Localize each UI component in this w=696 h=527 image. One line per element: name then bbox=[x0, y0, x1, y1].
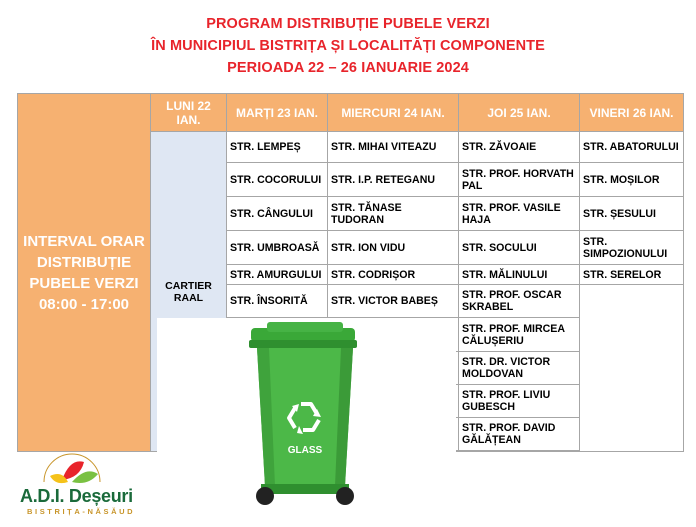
title-line-3: PERIOADA 22 – 26 IANUARIE 2024 bbox=[227, 60, 469, 76]
day-header-tuesday: MARȚI 23 IAN. bbox=[227, 94, 328, 132]
thursday-empty bbox=[459, 451, 580, 452]
bin-handle bbox=[267, 322, 343, 332]
thursday-street: STR. ZĂVOAIE bbox=[459, 132, 580, 163]
wheelie-bin-illustration bbox=[157, 318, 456, 522]
tuesday-street: STR. CÂNGULUI bbox=[227, 197, 328, 231]
title-line-1: PROGRAM DISTRIBUȚIE PUBELE VERZI bbox=[206, 16, 490, 32]
day-header-thursday: JOI 25 IAN. bbox=[459, 94, 580, 132]
wheel-right bbox=[336, 487, 354, 505]
tuesday-street: STR. ÎNSORITĂ bbox=[227, 285, 328, 318]
friday-empty-cell bbox=[580, 285, 684, 452]
thursday-street: STR. DR. VICTOR MOLDOVAN bbox=[459, 352, 580, 385]
tuesday-street: STR. AMURGULUI bbox=[227, 265, 328, 285]
table-header-row bbox=[18, 94, 684, 132]
logo-region: BISTRIȚA-NĂSĂUD bbox=[27, 507, 136, 516]
tuesday-street: STR. UMBROASĂ bbox=[227, 231, 328, 265]
day-header-wednesday: MIERCURI 24 IAN. bbox=[328, 94, 459, 132]
wednesday-street: STR. MIHAI VITEAZU bbox=[328, 132, 459, 163]
wednesday-street: STR. ION VIDU bbox=[328, 231, 459, 265]
thursday-street: STR. MĂLINULUI bbox=[459, 265, 580, 285]
thursday-street: STR. PROF. MIRCEA CĂLUȘERIU bbox=[459, 318, 580, 352]
wednesday-street: STR. VICTOR BABEȘ bbox=[328, 285, 459, 318]
wheel-left bbox=[256, 487, 274, 505]
logo-name: A.D.I. Deșeuri bbox=[20, 486, 133, 506]
thursday-street: STR. PROF. OSCAR SKRABEL bbox=[459, 285, 580, 318]
friday-street: STR. MOȘILOR bbox=[580, 163, 684, 197]
interval-cell: INTERVAL ORAR DISTRIBUȚIE PUBELE VERZI 08:00 - 17:00 bbox=[18, 94, 151, 452]
wednesday-street: STR. I.P. RETEGANU bbox=[328, 163, 459, 197]
bin-base bbox=[261, 484, 349, 494]
friday-street: STR. ABATORULUI bbox=[580, 132, 684, 163]
green-bin-image bbox=[157, 318, 456, 522]
friday-street: STR. SIMPOZIONULUI bbox=[580, 231, 684, 265]
bin-label: GLASS bbox=[287, 445, 323, 456]
day-header-monday: LUNI 22 IAN. bbox=[151, 94, 227, 132]
thursday-street: STR. PROF. LIVIU GUBESCH bbox=[459, 385, 580, 418]
wednesday-street: STR. CODRIȘOR bbox=[328, 265, 459, 285]
thursday-street: STR. PROF. DAVID GĂLĂȚEAN bbox=[459, 418, 580, 451]
thursday-street: STR. SOCULUI bbox=[459, 231, 580, 265]
title-line-2: ÎN MUNICIPIUL BISTRIȚA ȘI LOCALITĂȚI COMPONENTE bbox=[151, 38, 545, 54]
wednesday-street: STR. TĂNASE TUDORAN bbox=[328, 197, 459, 231]
thursday-street: STR. PROF. VASILE HAJA bbox=[459, 197, 580, 231]
tuesday-street: STR. LEMPEȘ bbox=[227, 132, 328, 163]
friday-street: STR. ȘESULUI bbox=[580, 197, 684, 231]
day-header-friday: VINERI 26 IAN. bbox=[580, 94, 684, 132]
monday-cell: CARTIER RAAL bbox=[151, 132, 227, 452]
friday-street: STR. SERELOR bbox=[580, 265, 684, 285]
tuesday-street: STR. COCORULUI bbox=[227, 163, 328, 197]
bin-rim bbox=[249, 340, 357, 348]
thursday-street: STR. PROF. HORVATH PAL bbox=[459, 163, 580, 197]
